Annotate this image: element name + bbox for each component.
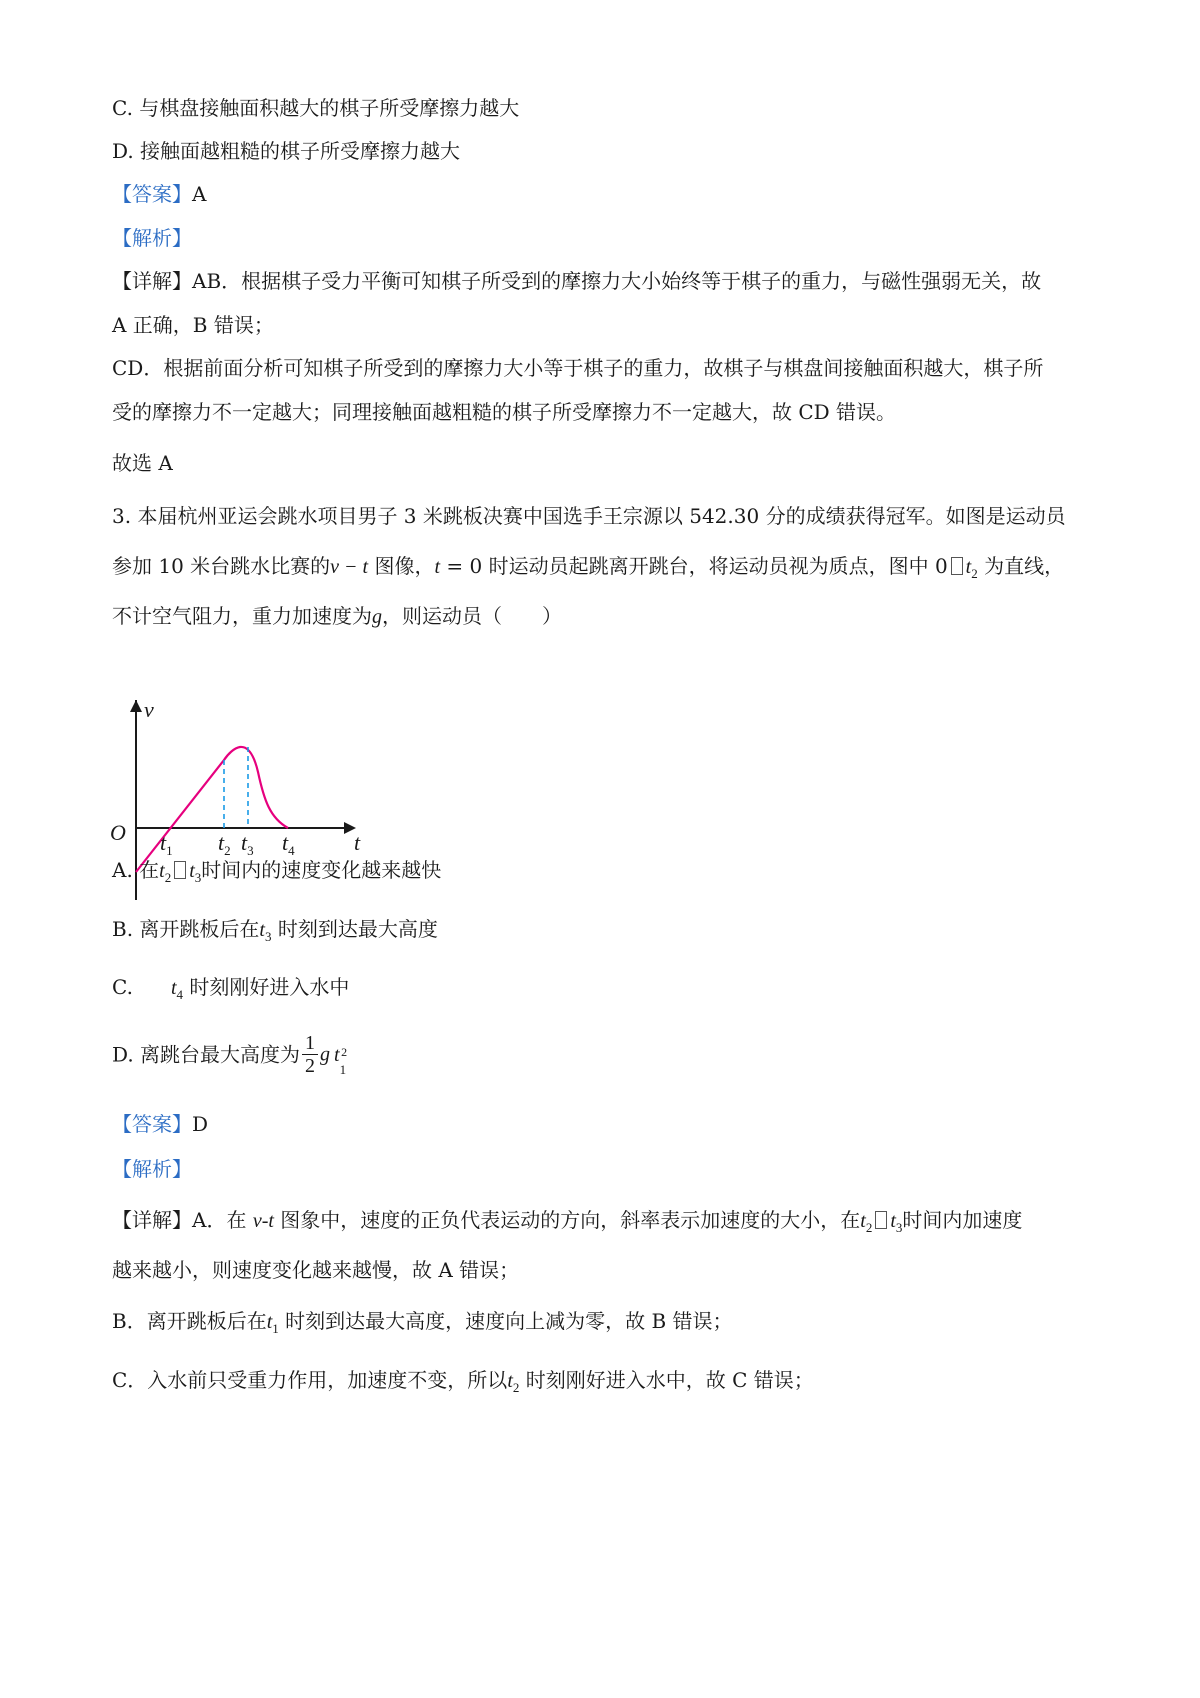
text-run: 参加 10 米台跳水比赛的 <box>112 554 331 578</box>
text-run: C. <box>112 975 133 999</box>
math-run: v − t <box>330 556 369 578</box>
q3-stem-line-1: 3. 本届杭州亚运会跳水项目男子 3 米跳板决赛中国选手王宗源以 542.30 分的成绩获得冠军。如图是运动员 <box>112 504 1066 528</box>
q2-detail-line-3: CD．根据前面分析可知棋子所受到的摩擦力大小等于棋子的重力，故棋子与棋盘间接触面积越大，棋子所 <box>112 356 1044 380</box>
analysis-tag: 【解析】 <box>112 226 192 250</box>
velocity-curve <box>136 747 288 872</box>
q3-stem-line-3 <box>112 602 1100 631</box>
superscript: 2 <box>341 1045 348 1059</box>
math-run: t <box>259 919 265 941</box>
subscript: 2 <box>164 870 172 885</box>
text-run: D. 离跳台最大高度为 <box>112 1042 301 1067</box>
tick-label-t3: $t_3$ <box>241 830 254 858</box>
q2-answer <box>112 180 1100 208</box>
q2-option-d: D. 接触面越粗糙的棋子所受摩擦力越大 <box>112 139 461 163</box>
text-run: C．入水前只受重力作用，加速度不变，所以 <box>112 1368 508 1392</box>
math-run: t <box>890 1210 896 1232</box>
t-axis-label: t <box>354 830 361 855</box>
subscript: 3 <box>194 870 202 885</box>
q2-option-c: C. 与棋盘接触面积越大的棋子所受摩擦力越大 <box>112 96 520 120</box>
text-run: = 0 时运动员起跳离开跳台，将运动员视为质点，图中 0 <box>440 554 948 578</box>
text-run: 不计空气阻力，重力加速度为 <box>112 604 372 628</box>
subscript: 2 <box>865 1220 873 1235</box>
q3-option-a <box>112 856 1100 892</box>
q3-detail-line-3 <box>112 1307 1100 1343</box>
text-run: B．离开跳板后在 <box>112 1309 267 1333</box>
text-run: 时间内加速度 <box>902 1208 1023 1232</box>
math-run: t <box>434 556 441 578</box>
math-run: t <box>189 860 195 882</box>
answer-tag: 【答案】 <box>112 1112 192 1136</box>
fraction <box>302 1032 318 1077</box>
text-run: 【详解】A．在 <box>112 1208 253 1232</box>
math-run: g <box>320 1043 331 1066</box>
missing-glyph-box <box>875 1211 887 1229</box>
q2-detail-line-2: A 正确，B 错误； <box>112 313 274 337</box>
math-run: t <box>334 1043 340 1066</box>
math-run: t <box>507 1370 513 1392</box>
text-run: 时刻刚好进入水中 <box>183 975 350 999</box>
analysis-tag: 【解析】 <box>112 1157 192 1181</box>
q3-detail-line-4 <box>112 1366 1100 1402</box>
math-run: v-t <box>252 1210 274 1232</box>
q3-answer <box>112 1110 1100 1138</box>
text-run: 时刻刚好进入水中，故 C 错误； <box>519 1368 814 1392</box>
missing-glyph-box <box>174 861 186 879</box>
text-run: 时刻到达最大高度，速度向上减为零，故 B 错误； <box>278 1309 733 1333</box>
q3-option-c <box>112 973 1100 1009</box>
math-run: t <box>170 977 177 999</box>
v-axis-label: v <box>144 700 154 722</box>
q3-detail-line-2: 越来越小，则速度变化越来越慢，故 A 错误； <box>112 1258 520 1282</box>
q3-option-b <box>112 915 1100 951</box>
math-run: t <box>965 556 972 578</box>
q3-detail-line-1 <box>112 1206 1100 1242</box>
subscript: 4 <box>176 987 184 1002</box>
text-run: ，则运动员（ ） <box>382 604 562 628</box>
missing-glyph-box <box>951 557 963 575</box>
text-run: A. 在 <box>112 858 160 882</box>
answer-value: A <box>192 182 207 206</box>
text-run: 时间内的速度变化越来越快 <box>201 858 442 882</box>
q2-detail-line-4: 受的摩擦力不一定越大；同理接触面越粗糙的棋子所受摩擦力不一定越大，故 CD 错误。 <box>112 400 897 424</box>
text-run: 为直线， <box>977 554 1065 578</box>
q2-choose: 故选 A <box>112 451 173 475</box>
q3-stem-line-2 <box>112 552 1100 588</box>
origin-label: O <box>110 820 126 845</box>
v-axis-arrow <box>130 700 142 712</box>
subscript: 2 <box>971 566 978 581</box>
tick-label-t2: $t_2$ <box>218 830 231 858</box>
math-run: t <box>860 1210 866 1232</box>
text-run: B. 离开跳板后在 <box>112 917 260 941</box>
q2-analysis-tag <box>112 224 1100 252</box>
math-run: t <box>159 860 165 882</box>
subscript: 1 <box>339 1062 347 1077</box>
text-run: 图象中，速度的正负代表运动的方向，斜率表示加速度的大小，在 <box>273 1208 861 1232</box>
text-run: 时刻到达最大高度 <box>271 917 438 941</box>
tick-label-t4: $t_4$ <box>282 830 295 858</box>
q3-analysis-tag <box>112 1155 1100 1183</box>
subscript: 1 <box>272 1321 279 1336</box>
q3-option-d <box>112 1032 1100 1092</box>
math-run: g <box>372 606 382 628</box>
q2-detail-line-1: 【详解】AB．根据棋子受力平衡可知棋子所受到的摩擦力大小始终等于棋子的重力，与磁性强弱无关，故 <box>112 269 1042 293</box>
subscript: 2 <box>512 1380 520 1395</box>
numerator: 1 <box>302 1032 318 1055</box>
answer-value: D <box>192 1112 209 1136</box>
denominator: 2 <box>305 1055 316 1077</box>
answer-tag: 【答案】 <box>112 182 192 206</box>
text-run: 图像， <box>368 554 435 578</box>
subscript: 3 <box>264 929 272 944</box>
math-run: t <box>266 1311 273 1333</box>
tick-label-t1: $t_1$ <box>160 830 173 858</box>
subscript: 3 <box>895 1220 903 1235</box>
